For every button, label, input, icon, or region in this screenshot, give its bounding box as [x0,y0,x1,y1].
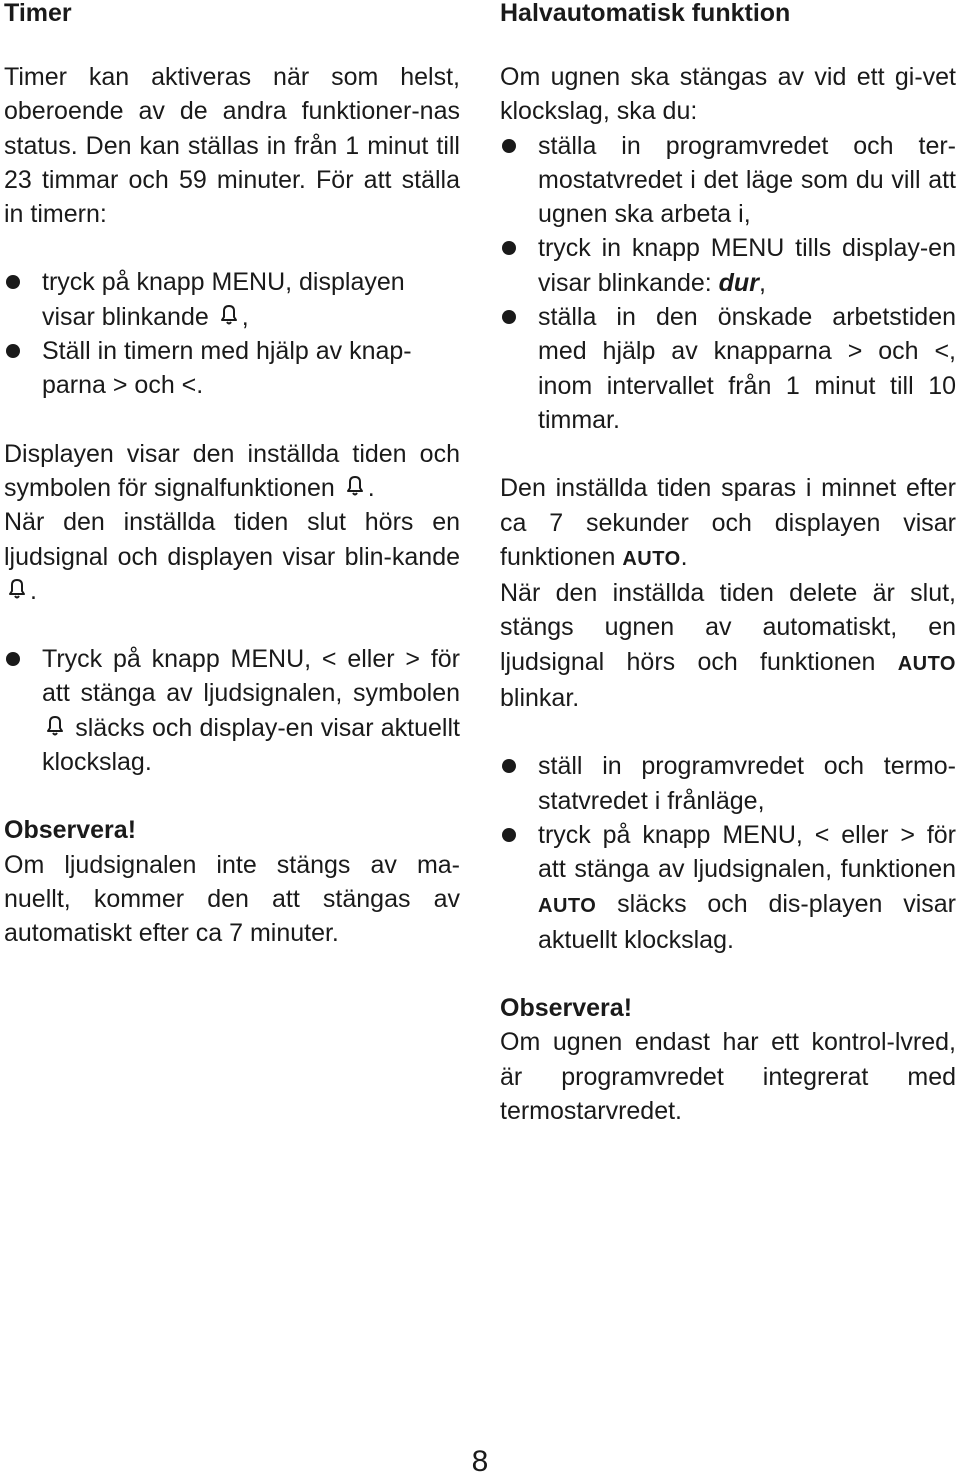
timer-intro: Timer kan aktiveras när som helst, oberoende av de andra funktioner-nas status. Den kan ställas in från 1 minut till 23 timmar och 59 minuter. För att ställa in timern: [4,63,460,229]
semi-auto-heading: Halvautomatisk funktion [500,0,791,27]
auto-label: AUTO [622,547,681,570]
left-column [4,0,460,951]
note-text: Om ljudsignalen inte stängs av ma-nuellt, kommer den att stängas av automatiskt efter ca 7 minuter. [4,850,460,948]
right-column [500,0,956,1128]
semi-auto-para-saved: Den inställda tiden sparas i minnet efter ca 7 sekunder och displayen visar funktionen AUTO. [500,474,956,571]
list-item: tryck in knapp MENU tills display-en visar blinkande: dur, [500,231,956,300]
list-item: tryck på knapp MENU, displayen visar blinkande , [4,265,460,334]
list-item: Ställ in timern med hjälp av knap-parna > och <. [4,334,460,403]
semi-auto-steps-list [500,129,956,438]
list-item: ställ in programvredet och termo-statvredet i frånläge, [500,749,956,818]
timer-heading: Timer [4,0,72,27]
list-item: tryck på knapp MENU, < eller > för att stänga av ljudsignalen, funktionen AUTO släcks och dis-playen visar aktuellt klockslag. [500,818,956,957]
bell-icon [342,472,368,498]
auto-label: AUTO [538,894,597,917]
semi-auto-para-end: När den inställda tiden delete är slut, stängs ugnen av automatiskt, en ljudsignal hörs och funktionen AUTO blinkar. [500,579,956,713]
semi-auto-stop-list [500,749,956,957]
timer-stop-list [4,642,460,779]
timer-steps-list [4,265,460,402]
semi-auto-intro: Om ugnen ska stängas av vid ett gi-vet klockslag, ska du: [500,63,956,126]
note-title: Observera! [4,816,137,845]
note-text: Om ugnen endast har ett kontrol-lvred, är programvredet integrerat med termostarvredet. [500,1028,956,1126]
bell-icon [216,301,242,327]
list-item: Tryck på knapp MENU, < eller > för att stänga av ljudsignalen, symbolen släcks och display-en visar aktuellt klockslag. [4,642,460,779]
page-number: 8 [471,1445,489,1478]
list-item: ställa in programvredet och ter-mostatvredet i det läge som du vill att ugnen ska arbeta i, [500,129,956,232]
timer-para-signal: När den inställda tiden slut hörs en ljudsignal och displayen visar blin-kande . [4,508,460,605]
note-title: Observera! [500,994,633,1023]
bell-icon [42,712,68,738]
bell-icon [4,575,30,601]
timer-para-display: Displayen visar den inställda tiden och symbolen för signalfunktionen . [4,439,460,502]
auto-label: AUTO [897,652,956,675]
list-item: ställa in den önskade arbetstiden med hjälp av knapparna > och <, inom intervallet från 1 minut till 10 timmar. [500,300,956,437]
